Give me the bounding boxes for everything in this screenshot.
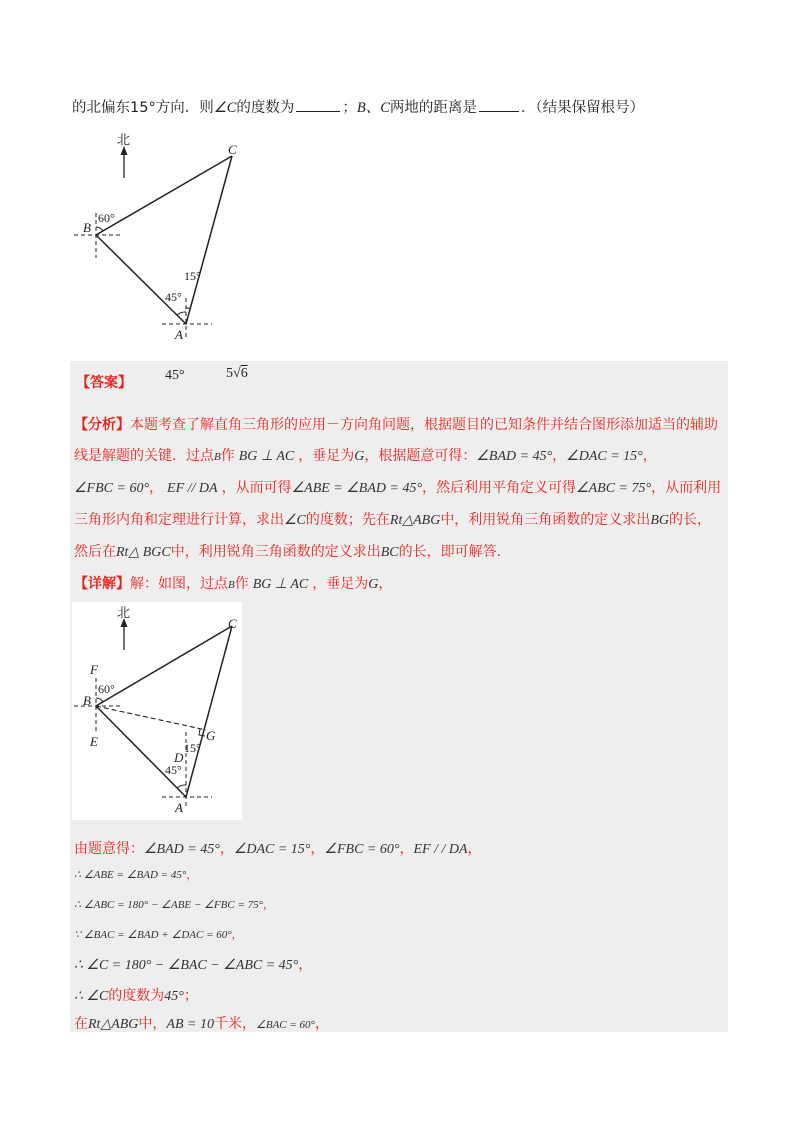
answer-blank-2[interactable] [479, 99, 519, 112]
answer-value-1-text: 45° [165, 368, 185, 383]
analysis-3c: EF // DA [167, 481, 218, 496]
step-6d: ； [183, 988, 198, 1004]
analysis-3e: ∠ABE = ∠BAD = 45° [291, 481, 423, 496]
detail-line [74, 573, 392, 593]
step-6b: 的度数为 [108, 988, 165, 1004]
detail-7: ， [378, 576, 393, 592]
label-b: B [83, 220, 91, 235]
question-bc: B、C [356, 100, 390, 116]
step-1f: ∠FBC = 60° [324, 842, 400, 857]
label2-c: C [228, 616, 237, 631]
question-sep: ； [342, 100, 357, 116]
step-1 [74, 838, 482, 858]
analysis-line-3 [74, 477, 721, 497]
step-3a: ∴ ∠ABC = 180° − ∠ABE − ∠FBC = 75° [74, 899, 264, 911]
sqrt-sign: √ [233, 366, 241, 381]
segment-ba [96, 235, 186, 324]
step-3b: ， [263, 898, 275, 911]
detail-3: 作 [234, 576, 249, 592]
step-1c: ， [219, 841, 234, 857]
step-7 [74, 1013, 329, 1033]
step-6c: 45° [164, 989, 184, 1004]
analysis-3g: ∠ABC = 75° [576, 481, 652, 496]
analysis-label: 【分析】 [74, 417, 130, 433]
analysis-2c: 作 [220, 448, 235, 464]
analysis-3b: ， [149, 480, 164, 496]
step-7d: AB = 10 [166, 1017, 214, 1032]
analysis-2b: B [214, 451, 221, 463]
step-2 [74, 866, 197, 882]
angle2-15: 15° [184, 741, 201, 755]
label2-g: G [206, 728, 216, 743]
label2-f: F [90, 662, 98, 677]
north-label-2: 北 [117, 606, 131, 621]
arc-b [96, 227, 103, 231]
analysis-2k: ， [642, 448, 657, 464]
answer-row [76, 372, 132, 392]
answer-blank-1[interactable] [296, 99, 340, 112]
analysis-5c: 中，利用锐角三角函数的定义求出 [170, 544, 381, 560]
question-mid2: 的度数为 [236, 100, 295, 116]
question-mid3: 两地的距离是 [389, 100, 477, 116]
detail-label: 【详解】 [74, 576, 130, 592]
label-a: A [175, 327, 183, 342]
question-angle-c: ∠C [213, 100, 237, 116]
segment2-ba [96, 706, 186, 797]
segment-ac [186, 156, 232, 324]
question-prefix: 的北偏东 [72, 100, 130, 116]
analysis-3f: ，然后利用平角定义可得 [422, 480, 577, 496]
analysis-text-1: 本题考查了解直角三角形的应用－方向角问题，根据题目的已知条件并结合图形添加适当的辅助 [130, 417, 718, 433]
label2-d: D [174, 750, 184, 765]
step-4a: ∵ ∠BAC = ∠BAD + ∠DAC = 60° [74, 929, 232, 941]
analysis-line-5 [74, 541, 511, 561]
step-4 [74, 926, 243, 942]
segment-bg [96, 706, 206, 730]
step-7f: ∠BAC = 60° [255, 1019, 315, 1031]
analysis-2h: ∠BAD = 45° [476, 449, 553, 464]
step-1b: ∠BAD = 45° [144, 842, 220, 857]
detail-5: ，垂足为 [312, 576, 369, 592]
step-5a: ∴ ∠C = 180° − ∠BAC − ∠ABC = 45° [74, 958, 299, 973]
analysis-5d: BC [380, 545, 399, 560]
question-angle: 15° [130, 100, 156, 116]
step-3 [74, 896, 274, 912]
analysis-4c: 的度数；先在 [305, 512, 390, 528]
segment2-ac [186, 626, 232, 797]
arc-a-45 [177, 312, 186, 315]
step-1d: ∠DAC = 15° [233, 842, 311, 857]
analysis-2j: ∠DAC = 15° [566, 449, 643, 464]
label2-b: B [83, 693, 91, 708]
north-label: 北 [117, 133, 131, 148]
question-mid1: 方向．则 [155, 100, 214, 116]
analysis-3h: ，从而利用 [651, 480, 722, 496]
step-5 [74, 954, 312, 974]
analysis-2d: BG ⊥ AC [238, 449, 295, 464]
question-end: ．（结果保留根号） [520, 100, 645, 116]
angle2-60: 60° [98, 682, 115, 696]
answer-value-2-coef: 5 [226, 366, 233, 381]
figure-2-diagram [72, 602, 242, 820]
analysis-4g: 的长， [668, 512, 711, 528]
analysis-3d: ，从而可得 [221, 480, 292, 496]
arc2-b [96, 698, 103, 702]
answer-value-2 [226, 366, 248, 382]
answer-label: 【答案】 [76, 375, 132, 391]
analysis-2i: ， [552, 448, 567, 464]
step-7g: ， [314, 1016, 329, 1032]
analysis-2g: ，根据题意可得： [364, 448, 477, 464]
step-7e: 千米， [213, 1016, 256, 1032]
detail-2: B [228, 579, 235, 591]
angle-60: 60° [98, 211, 115, 225]
answer-value-1 [165, 368, 185, 384]
analysis-5e: 的长，即可解答． [398, 544, 511, 560]
step-1a: 由题意得： [74, 841, 144, 857]
step-7a: 在 [74, 1016, 88, 1032]
detail-1: 解：如图，过点 [130, 576, 228, 592]
analysis-2e: ，垂足为 [298, 448, 355, 464]
step-1e: ， [310, 841, 325, 857]
step-2a: ∴ ∠ABE = ∠BAD = 45° [74, 869, 187, 881]
analysis-5a: 然后在 [74, 544, 116, 560]
arc-a-15 [186, 308, 190, 309]
label2-e: E [90, 734, 98, 749]
analysis-2a: 线是解题的关键．过点 [74, 448, 214, 464]
analysis-line-2 [74, 445, 657, 465]
step-6a: ∴ ∠C [74, 989, 109, 1004]
step-4b: ， [231, 928, 243, 941]
analysis-5b: Rt△ BGC [116, 545, 171, 560]
label-c: C [228, 142, 237, 157]
segment-bc [96, 156, 232, 235]
analysis-3a: ∠FBC = 60° [74, 481, 150, 496]
analysis-line-4 [74, 509, 711, 529]
step-7b: Rt△ABG [88, 1017, 139, 1032]
angle-45: 45° [165, 290, 182, 304]
label2-a: A [175, 800, 183, 815]
analysis-4a: 三角形内角和定理进行计算，求出 [74, 512, 284, 528]
arc2-a-45 [177, 785, 186, 788]
step-6 [74, 985, 198, 1005]
analysis-2f: G [354, 449, 365, 464]
step-2b: ， [186, 868, 198, 881]
detail-4: BG ⊥ AC [252, 577, 309, 592]
step-1h: EF / / DA [413, 842, 468, 857]
answer-value-2-radicand: 6 [240, 366, 248, 381]
analysis-line-1 [74, 414, 718, 434]
step-1i: ， [467, 841, 482, 857]
analysis-4e: 中，利用锐角三角函数的定义求出 [440, 512, 651, 528]
analysis-4d: Rt△ABG [389, 513, 441, 528]
angle-15: 15° [184, 269, 201, 283]
analysis-4f: BG [650, 513, 669, 528]
step-5b: ， [298, 957, 313, 973]
detail-6: G [368, 577, 379, 592]
step-1g: ， [399, 841, 414, 857]
analysis-4b: ∠C [284, 513, 306, 528]
figure-1-diagram [72, 128, 272, 348]
step-7c: 中， [138, 1016, 167, 1032]
question-text [72, 96, 644, 117]
angle2-45: 45° [165, 763, 182, 777]
segment2-bc [96, 626, 232, 706]
